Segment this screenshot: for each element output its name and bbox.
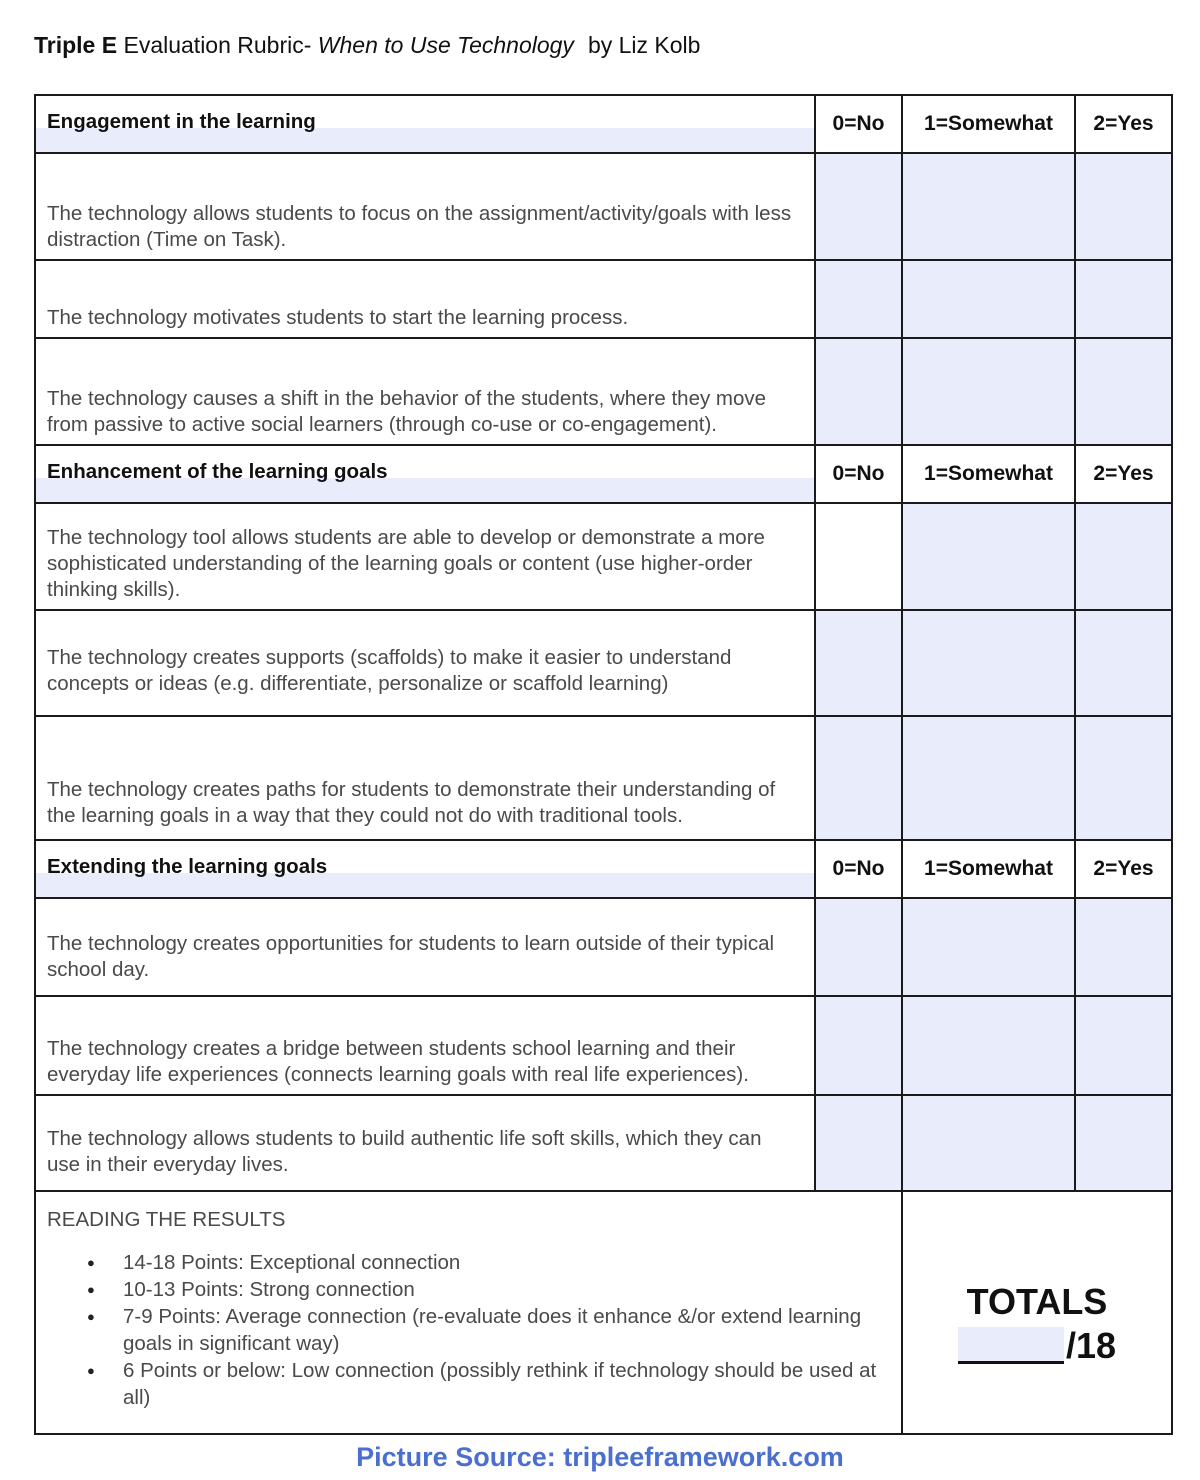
results-row	[35, 1191, 1172, 1434]
criterion-row	[35, 1095, 1172, 1191]
criterion-text: The technology creates opportunities for students to learn outside of their typical school day.	[35, 898, 815, 996]
picture-source-caption: Picture Source: tripleeframework.com	[356, 1442, 844, 1472]
criterion-text: The technology creates a bridge between students school learning and their everyday life experiences (connects learning goals with real life experiences).	[35, 996, 815, 1095]
scale-somewhat-label: 1=Somewhat	[902, 445, 1075, 503]
score-box-no[interactable]	[815, 716, 902, 840]
score-box-somewhat[interactable]	[902, 996, 1075, 1095]
score-box-somewhat[interactable]	[902, 338, 1075, 445]
totals-label: TOTALS	[966, 1280, 1108, 1322]
score-box-no[interactable]	[815, 260, 902, 338]
criterion-row	[35, 260, 1172, 338]
score-box-no[interactable]	[815, 610, 902, 716]
results-item: ● 10-13 Points: Strong connection	[123, 1276, 887, 1303]
score-box-somewhat[interactable]	[902, 503, 1075, 610]
score-box-somewhat[interactable]	[902, 153, 1075, 260]
results-heading: READING THE RESULTS	[47, 1208, 286, 1231]
score-box-somewhat[interactable]	[902, 1095, 1075, 1191]
section-header-engagement	[35, 95, 1172, 153]
criterion-text: The technology allows students to build authentic life soft skills, which they can use in their everyday lives.	[35, 1095, 815, 1191]
criterion-text: The technology creates supports (scaffolds) to make it easier to understand concepts or ideas (e.g. differentiate, personalize or scaffold learning)	[35, 610, 815, 716]
scale-somewhat-label: 1=Somewhat	[902, 95, 1075, 153]
criterion-text: The technology allows students to focus on the assignment/activity/goals with less distraction (Time on Task).	[35, 153, 815, 260]
criterion-text: The technology tool allows students are able to develop or demonstrate a more sophisticated understanding of the learning goals or content (use higher-order thinking skills).	[35, 503, 815, 610]
criterion-text: The technology motivates students to start the learning process.	[35, 260, 815, 338]
scale-somewhat-label: 1=Somewhat	[902, 840, 1075, 898]
criterion-text: The technology creates paths for students to demonstrate their understanding of the learning goals in a way that they could not do with traditional tools.	[35, 716, 815, 840]
criterion-row	[35, 898, 1172, 996]
criterion-text: The technology causes a shift in the behavior of the students, where they move from passive to active social learners (through co-use or co-engagement).	[35, 338, 815, 445]
score-box-no[interactable]	[815, 338, 902, 445]
totals-max: /18	[1065, 1324, 1117, 1366]
score-box-yes[interactable]	[1075, 153, 1172, 260]
criterion-row	[35, 153, 1172, 260]
score-box-yes[interactable]	[1075, 1095, 1172, 1191]
section-heading: Engagement in the learning	[47, 110, 316, 133]
results-item: ● 7-9 Points: Average connection (re-evaluate does it enhance &/or extend learning goals in significant way)	[123, 1303, 887, 1357]
title-plain: Evaluation Rubric-	[117, 32, 318, 58]
rubric-title	[34, 32, 700, 59]
score-box-no[interactable]	[815, 503, 902, 610]
scale-yes-label: 2=Yes	[1075, 445, 1172, 503]
criterion-row	[35, 338, 1172, 445]
reading-results-panel	[35, 1191, 902, 1434]
section-header-extending	[35, 840, 1172, 898]
score-box-somewhat[interactable]	[902, 610, 1075, 716]
scale-no-label: 0=No	[815, 95, 902, 153]
score-box-no[interactable]	[815, 1095, 902, 1191]
section-heading: Enhancement of the learning goals	[47, 460, 388, 483]
score-box-somewhat[interactable]	[902, 898, 1075, 996]
title-byline: by Liz Kolb	[587, 32, 701, 58]
results-item: ● 14-18 Points: Exceptional connection	[123, 1249, 887, 1276]
score-box-yes[interactable]	[1075, 610, 1172, 716]
criterion-row	[35, 610, 1172, 716]
rubric-table	[34, 94, 1173, 1435]
scale-yes-label: 2=Yes	[1075, 95, 1172, 153]
scale-no-label: 0=No	[815, 445, 902, 503]
score-box-somewhat[interactable]	[902, 260, 1075, 338]
scale-no-label: 0=No	[815, 840, 902, 898]
score-box-no[interactable]	[815, 898, 902, 996]
criterion-row	[35, 503, 1172, 610]
score-box-yes[interactable]	[1075, 898, 1172, 996]
scale-yes-label: 2=Yes	[1075, 840, 1172, 898]
score-box-yes[interactable]	[1075, 503, 1172, 610]
results-list	[47, 1249, 887, 1411]
score-box-yes[interactable]	[1075, 338, 1172, 445]
criterion-row	[35, 716, 1172, 840]
score-box-no[interactable]	[815, 153, 902, 260]
criterion-row	[35, 996, 1172, 1095]
score-box-somewhat[interactable]	[902, 716, 1075, 840]
results-item: ● 6 Points or below: Low connection (possibly rethink if technology should be used at all)	[123, 1357, 887, 1411]
score-box-yes[interactable]	[1075, 260, 1172, 338]
score-box-no[interactable]	[815, 996, 902, 1095]
title-bold: Triple E	[34, 32, 118, 58]
title-italic: When to Use Technology	[317, 32, 574, 58]
section-header-enhancement	[35, 445, 1172, 503]
section-heading: Extending the learning goals	[47, 855, 328, 878]
totals-score-field[interactable]	[958, 1327, 1064, 1364]
score-box-yes[interactable]	[1075, 716, 1172, 840]
score-box-yes[interactable]	[1075, 996, 1172, 1095]
totals-panel	[902, 1191, 1172, 1434]
